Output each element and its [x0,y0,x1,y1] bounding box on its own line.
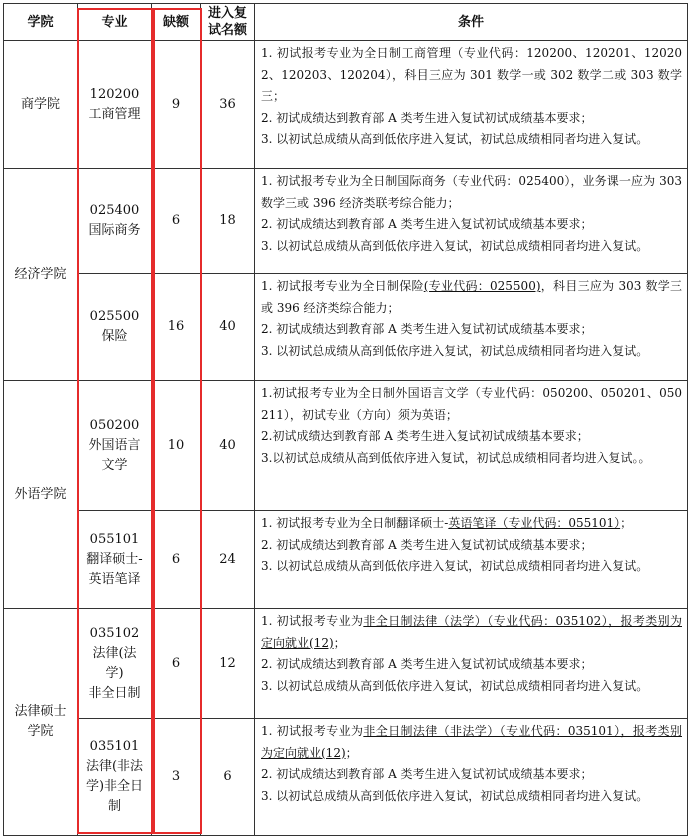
condition-1 [261,721,682,764]
major-name: 法律(法 [92,645,137,661]
vacancy-cell: 16 [152,274,201,381]
condition-1-underlined: 非全日制法律（法学）（专业代码：035102），报考类别为定向就业(12) [261,614,682,650]
table-row [4,41,688,169]
vacancy-cell: 6 [152,511,201,609]
condition-3: 3.以初试总成绩从高到低依序进入复试，初试总成绩相同者均进入复试。。 [261,450,651,465]
major-code: 035101 [89,739,140,754]
major-name: 英语笔译 [88,571,141,587]
major-cell [78,609,152,719]
major-code: 025400 [89,203,140,218]
condition-1-underlined: (专业代码：025500) [423,279,541,293]
major-name: 非全日制 [88,685,141,701]
condition-2: 2. 初试成绩达到教育部 A 类考生进入复试初试成绩基本要求； [261,322,593,336]
conditions-cell [255,274,688,381]
condition-3: 3. 以初试总成绩从高到低依序进入复试，初试总成绩相同者均进入复试。 [261,678,649,693]
header-conditions: 条件 [255,4,688,41]
major-code: 120200 [89,86,140,102]
conditions-cell [255,511,688,609]
retest-quota-cell: 24 [201,511,255,609]
header-college: 学院 [4,4,78,41]
vacancy-cell: 10 [152,381,201,511]
major-cell [78,41,152,169]
retest-quota-cell: 36 [201,41,255,169]
major-code: 050200 [89,417,140,433]
condition-1-text-end: ； [620,516,633,530]
conditions-cell [255,381,688,511]
major-name: 保险 [101,329,128,344]
major-name: 外国语言 [88,437,141,453]
condition-3: 3. 以初试总成绩从高到低依序进入复试，初试总成绩相同者均进入复试。 [261,238,649,253]
college-foreign-languages: 外语学院 [4,381,78,609]
major-name: 国际商务 [88,223,141,238]
condition-1-text-end: ，科目三应为 303 数学三或 396 经济类综合能力； [261,279,682,315]
major-name: 文学 [101,457,128,473]
college-law [4,609,78,836]
condition-1: 1. 初试报考专业为全日制工商管理（专业代码：120200、120201、120202、120203、120204），科目三应为 301 数学一或 302 数学二或 303 数学三； [261,46,682,103]
condition-1: 1. 初试报考专业为全日制国际商务（专业代码：025400），业务课一应为 303 数学三或 396 经济类联考综合能力； [261,174,682,210]
major-cell [78,274,152,381]
vacancy-cell: 3 [152,719,201,836]
table-row [4,609,688,719]
header-retest-line1: 进入复 [207,6,247,21]
condition-2: 2. 初试成绩达到教育部 A 类考生进入复试初试成绩基本要求； [261,217,593,231]
condition-1-text: 1. 初试报考专业为 [261,724,364,738]
major-name: 法律(非法 [85,759,144,774]
condition-2: 2. 初试成绩达到教育部 A 类考生进入复试初试成绩基本要求； [261,657,593,671]
condition-2: 2. 初试成绩达到教育部 A 类考生进入复试初试成绩基本要求； [261,537,593,552]
college-economics: 经济学院 [4,169,78,381]
major-name: 工商管理 [88,106,141,122]
condition-1-text: 1. 初试报考专业为全日制保险 [261,279,424,293]
vacancy-cell: 9 [152,41,201,169]
condition-1-underlined: 非全日制法律（非法学）（专业代码：035101），报考类别为定向就业(12) [261,724,682,760]
retest-quota-cell: 18 [201,169,255,274]
major-cell [78,719,152,836]
condition-3: 3. 以初试总成绩从高到低依序进入复试，初试总成绩相同者均进入复试。 [261,132,649,146]
condition-1-underlined: 英语笔译（专业代码：055101） [448,516,621,530]
major-name: 学)非全日 [85,779,144,794]
college-business: 商学院 [4,41,78,169]
college-law-line2: 学院 [27,724,54,739]
table-row [4,511,688,609]
condition-2: 2.初试成绩达到教育部 A 类考生进入复试初试成绩基本要求； [261,429,589,443]
major-cell [78,381,152,511]
condition-1 [261,611,682,654]
college-law-line1: 法律硕士 [14,704,67,719]
condition-1-text-end: ； [345,745,358,760]
major-code: 055101 [89,531,140,547]
conditions-cell [255,41,688,169]
retest-quota-cell: 12 [201,609,255,719]
conditions-cell [255,169,688,274]
major-code: 025500 [89,309,140,324]
header-major: 专业 [78,4,152,41]
condition-2: 2. 初试成绩达到教育部 A 类考生进入复试初试成绩基本要求； [261,110,593,125]
condition-1-text-end: ； [333,635,346,650]
header-retest-quota [201,4,255,41]
header-vacancy: 缺额 [152,4,201,41]
retest-quota-cell: 40 [201,274,255,381]
condition-1 [261,276,682,319]
conditions-cell [255,609,688,719]
admission-table [3,3,688,836]
major-name: 学) [105,665,124,681]
retest-quota-cell: 40 [201,381,255,511]
header-row [4,4,688,41]
major-code: 035102 [89,625,140,641]
condition-1: 1.初试报考专业为全日制外国语言文学（专业代码：050200、050201、050211），初试专业（方向）须为英语； [261,386,682,422]
condition-3: 3. 以初试总成绩从高到低依序进入复试，初试总成绩相同者均进入复试。 [261,788,649,803]
header-retest-line2: 试名额 [207,23,247,38]
condition-3: 3. 以初试总成绩从高到低依序进入复试，初试总成绩相同者均进入复试。 [261,343,649,358]
condition-2: 2. 初试成绩达到教育部 A 类考生进入复试初试成绩基本要求； [261,767,593,781]
retest-quota-cell: 6 [201,719,255,836]
conditions-cell [255,719,688,836]
major-name: 制 [107,799,121,814]
major-cell [78,169,152,274]
condition-1 [261,513,682,535]
table-row [4,169,688,274]
table-row [4,719,688,836]
condition-1-text: 1. 初试报考专业为全日制翻译硕士- [261,516,449,530]
condition-3: 3. 以初试总成绩从高到低依序进入复试，初试总成绩相同者均进入复试。 [261,559,649,573]
table-row [4,274,688,381]
vacancy-cell: 6 [152,169,201,274]
major-name: 翻译硕士- [86,551,143,567]
table-row [4,381,688,511]
major-cell [78,511,152,609]
vacancy-cell: 6 [152,609,201,719]
condition-1-text: 1. 初试报考专业为 [261,614,364,628]
